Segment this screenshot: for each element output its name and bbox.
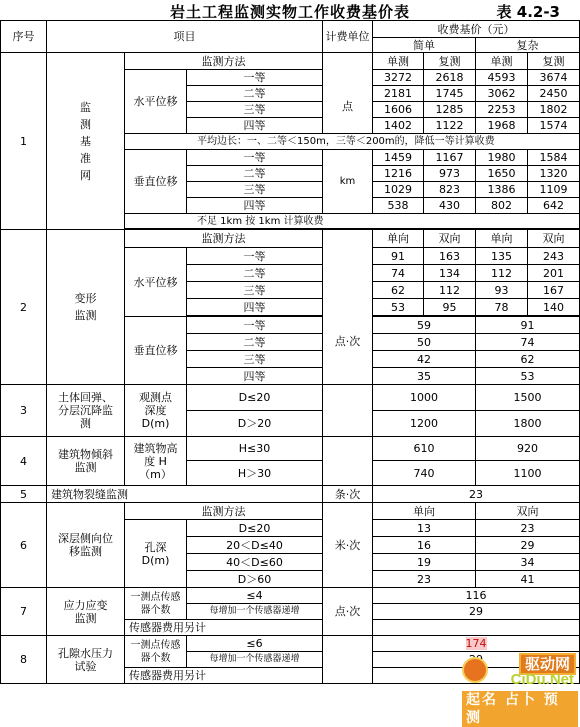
price-cell: 29	[476, 537, 580, 554]
price-cell: 78	[476, 299, 528, 316]
price-cell: 19	[373, 554, 476, 571]
price-cell: 50	[373, 334, 476, 351]
header-simple: 简单	[373, 38, 476, 53]
range-cell: D≤20	[187, 520, 323, 537]
price-cell: 823	[424, 182, 476, 198]
price-cell: 91	[373, 248, 424, 265]
header-base-price: 收费基价（元）	[373, 21, 580, 38]
price-cell: 1745	[424, 86, 476, 102]
price-cell: 201	[528, 265, 580, 282]
table-number: 表 4.2-3	[496, 3, 560, 21]
price-cell: 1802	[528, 102, 580, 118]
range-cell: 每增加一个传感器递增	[187, 652, 323, 668]
section-name: 应力应变监测	[47, 588, 125, 636]
repeat-label: 复测	[528, 53, 580, 70]
section-number: 6	[1, 503, 47, 588]
param-label: 一测点传感器个数	[125, 588, 187, 620]
method-name: 水平位移	[125, 70, 187, 134]
unit-cell: 点·次	[323, 588, 373, 636]
grade-label: 二等	[187, 334, 323, 351]
note-cell: 传感器费用另计	[125, 620, 323, 636]
grade-label: 一等	[187, 317, 323, 334]
table-row	[1, 636, 580, 652]
price-cell: 3674	[528, 70, 580, 86]
header-seq: 序号	[1, 21, 47, 53]
table-row	[1, 385, 580, 411]
header-complex: 复杂	[476, 38, 580, 53]
range-cell: D＞20	[187, 411, 323, 437]
range-cell: 每增加一个传感器递增	[187, 604, 323, 620]
price-cell: 53	[373, 299, 424, 316]
unit-cell: 点	[323, 53, 373, 134]
method-name: 垂直位移	[125, 317, 187, 385]
price-cell: 4593	[476, 70, 528, 86]
price-cell: 973	[424, 166, 476, 182]
grade-label: 三等	[187, 351, 323, 368]
price-cell: 1000	[373, 385, 476, 411]
table-title: 岩土工程监测实物工作收费基价表	[169, 3, 410, 21]
price-cell: 42	[373, 351, 476, 368]
method-label: 监测方法	[125, 230, 323, 248]
grade-label: 二等	[187, 86, 323, 102]
section-name: 孔隙水压力试验	[47, 636, 125, 684]
method-label: 监测方法	[125, 503, 323, 520]
price-cell: 112	[424, 282, 476, 299]
price-cell: 116	[373, 588, 580, 604]
one-way-label: 单向	[476, 230, 528, 248]
range-cell: H＞30	[187, 461, 323, 486]
header-unit: 计费单位	[323, 21, 373, 53]
grade-label: 四等	[187, 198, 323, 214]
price-cell: 112	[476, 265, 528, 282]
method-name: 垂直位移	[125, 150, 187, 214]
unit-cell	[323, 385, 373, 437]
price-cell: 1968	[476, 118, 528, 134]
price-cell: 1980	[476, 150, 528, 166]
single-label: 单测	[373, 53, 424, 70]
price-cell: 610	[373, 437, 476, 461]
price-cell: 41	[476, 571, 580, 588]
price-cell: 1320	[528, 166, 580, 182]
grade-label: 四等	[187, 368, 323, 385]
price-cell: 1584	[528, 150, 580, 166]
section-number: 1	[1, 53, 47, 230]
section-number: 7	[1, 588, 47, 636]
range-cell: 40＜D≤60	[187, 554, 323, 571]
fee-table	[0, 20, 580, 684]
table-row	[1, 503, 580, 520]
one-way-label: 单向	[373, 503, 476, 520]
price-cell	[373, 636, 580, 652]
unit-cell	[323, 437, 373, 486]
watermark-line-2: CiDu.Net	[510, 671, 574, 688]
range-cell: D≤20	[187, 385, 323, 411]
grade-label: 三等	[187, 102, 323, 118]
table-row	[1, 230, 580, 248]
price-cell: 1122	[424, 118, 476, 134]
price-cell: 59	[373, 317, 476, 334]
repeat-label: 复测	[424, 53, 476, 70]
price-cell: 1100	[476, 461, 580, 486]
price-cell: 1606	[373, 102, 424, 118]
range-cell: 20＜D≤40	[187, 537, 323, 554]
price-cell: 3272	[373, 70, 424, 86]
price-cell: 1386	[476, 182, 528, 198]
param-label: 孔深 D(m)	[125, 520, 187, 588]
price-cell: 430	[424, 198, 476, 214]
watermark-line-1: 驱动网	[519, 653, 576, 675]
section-name: 监测基准网	[47, 53, 125, 230]
grade-label: 四等	[187, 299, 323, 316]
price-cell: 2618	[424, 70, 476, 86]
price-cell: 93	[476, 282, 528, 299]
price-cell: 23	[373, 571, 476, 588]
two-way-label: 双向	[528, 230, 580, 248]
range-cell: ≤6	[187, 636, 323, 652]
unit-cell: 米·次	[323, 503, 373, 588]
price-cell: 740	[373, 461, 476, 486]
price-cell: 802	[476, 198, 528, 214]
price-cell: 53	[476, 368, 580, 385]
price-cell: 95	[424, 299, 476, 316]
price-cell: 74	[476, 334, 580, 351]
section-number: 8	[1, 636, 47, 684]
price-cell: 1500	[476, 385, 580, 411]
price-cell: 13	[373, 520, 476, 537]
unit-cell: 条·次	[323, 486, 373, 503]
price-cell: 62	[476, 351, 580, 368]
section-number: 3	[1, 385, 47, 437]
method-label: 监测方法	[125, 53, 323, 70]
price-cell: 538	[373, 198, 424, 214]
price-cell: 3062	[476, 86, 528, 102]
range-cell: ≤4	[187, 588, 323, 604]
two-way-label: 双向	[476, 503, 580, 520]
price-cell: 920	[476, 437, 580, 461]
price-cell: 74	[373, 265, 424, 282]
unit-cell: km	[323, 150, 373, 214]
section-number: 4	[1, 437, 47, 486]
note-cell: 平均边长：一、二等＜150m，三等＜200m的，降低一等计算收费	[125, 134, 580, 150]
table-row	[1, 588, 580, 604]
range-cell: D＞60	[187, 571, 323, 588]
grade-label: 三等	[187, 282, 323, 299]
price-cell: 2253	[476, 102, 528, 118]
section-name: 深层侧向位移监测	[47, 503, 125, 588]
price-cell: 2450	[528, 86, 580, 102]
price-cell: 140	[528, 299, 580, 316]
price-cell: 29	[373, 604, 580, 620]
price-cell: 23	[373, 486, 580, 503]
section-name: 土体回弹、分层沉降监测	[47, 385, 125, 437]
note-cell: 传感器费用另计	[125, 668, 323, 684]
note-cell: 不足 1km 按 1km 计算收费	[125, 214, 580, 229]
title-bar	[0, 0, 580, 22]
table-row	[1, 53, 580, 70]
grade-label: 一等	[187, 70, 323, 86]
highlighted-value: 174	[465, 637, 487, 650]
price-cell: 1650	[476, 166, 528, 182]
price-cell: 135	[476, 248, 528, 265]
table-row	[1, 486, 580, 503]
table-row	[1, 437, 580, 461]
section-name: 变形监测	[47, 230, 125, 385]
price-cell: 1574	[528, 118, 580, 134]
price-cell: 23	[476, 520, 580, 537]
price-cell: 1029	[373, 182, 424, 198]
single-label: 单测	[476, 53, 528, 70]
price-cell: 167	[528, 282, 580, 299]
one-way-label: 单向	[373, 230, 424, 248]
price-cell: 34	[476, 554, 580, 571]
watermark-line-3: 起名 占卜 预测	[462, 691, 578, 727]
price-cell: 2181	[373, 86, 424, 102]
price-cell: 1216	[373, 166, 424, 182]
unit-cell: 点·次	[323, 230, 373, 385]
price-cell: 91	[476, 317, 580, 334]
param-label: 观测点深度 D(m)	[125, 385, 187, 437]
logo-icon	[462, 657, 488, 683]
grade-label: 三等	[187, 182, 323, 198]
price-cell: 1459	[373, 150, 424, 166]
grade-label: 二等	[187, 166, 323, 182]
price-cell: 16	[373, 537, 476, 554]
price-cell: 134	[424, 265, 476, 282]
section-name: 建筑物倾斜监测	[47, 437, 125, 486]
section-number: 5	[1, 486, 47, 503]
header-item: 项目	[47, 21, 323, 53]
price-cell: 243	[528, 248, 580, 265]
grade-label: 二等	[187, 265, 323, 282]
empty-cell	[373, 620, 580, 636]
price-cell: 1285	[424, 102, 476, 118]
price-cell: 1402	[373, 118, 424, 134]
grade-label: 一等	[187, 150, 323, 166]
section-number: 2	[1, 230, 47, 385]
grade-label: 一等	[187, 248, 323, 265]
price-cell: 62	[373, 282, 424, 299]
price-cell: 35	[373, 368, 476, 385]
range-cell: H≤30	[187, 437, 323, 461]
grade-label: 四等	[187, 118, 323, 134]
param-label: 一测点传感器个数	[125, 636, 187, 668]
param-label: 建筑物高度 H（m）	[125, 437, 187, 486]
price-cell: 1109	[528, 182, 580, 198]
price-cell: 642	[528, 198, 580, 214]
price-cell: 1167	[424, 150, 476, 166]
unit-cell	[323, 636, 373, 684]
watermark	[462, 651, 580, 726]
method-name: 水平位移	[125, 248, 187, 317]
section-name: 建筑物裂缝监测	[47, 486, 323, 503]
two-way-label: 双向	[424, 230, 476, 248]
header-row	[1, 21, 580, 38]
price-cell: 1200	[373, 411, 476, 437]
price-cell: 1800	[476, 411, 580, 437]
price-cell: 163	[424, 248, 476, 265]
